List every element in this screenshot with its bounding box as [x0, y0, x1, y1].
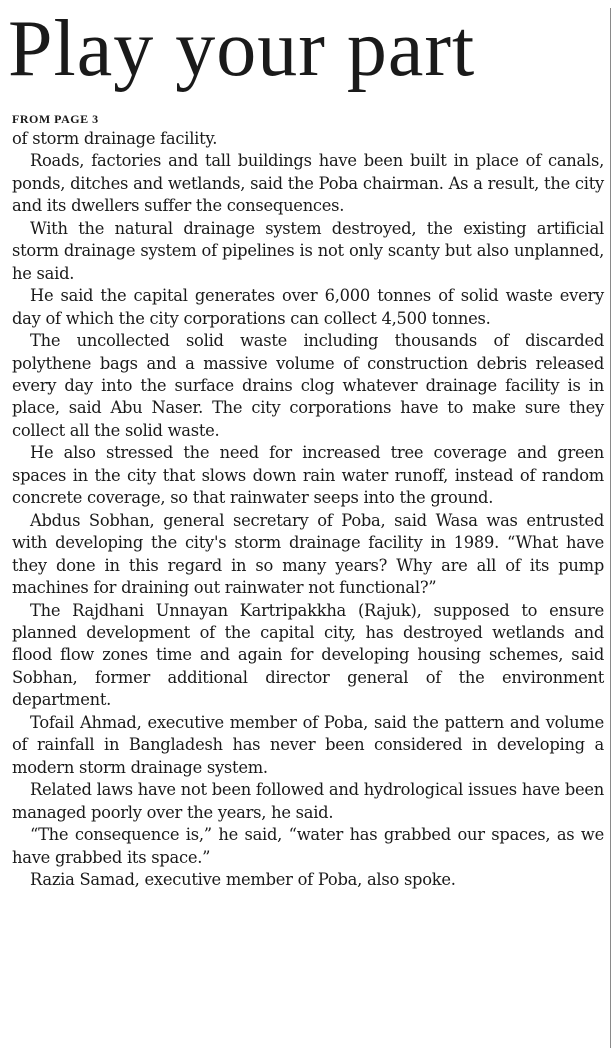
paragraph: “The consequence is,” he said, “water has grabbed our spaces, as we have grabbed its space.” [12, 825, 604, 867]
column-rule [610, 8, 611, 1048]
paragraph-continuation: of storm drainage facility. [12, 129, 218, 148]
paragraph: Related laws have not been followed and hydrological issues have been managed poorly over the years, he said. [12, 780, 604, 822]
paragraph: Roads, factories and tall buildings have been built in place of canals, ponds, ditches and wetlands, said the Poba chairman. As a result, the city and its dwellers suffer the consequences. [12, 151, 604, 216]
paragraph: With the natural drainage system destroyed, the existing artificial storm drainage system of pipelines is not only scanty but also unplanned, he said. [12, 218, 604, 283]
paragraph: The Rajdhani Unnayan Kartripakkha (Rajuk), supposed to ensure planned development of the capital city, has destroyed wetlands and flood flow zones time and again for developing housing schemes, said Sobhan, former additional director general of the environment department. [12, 600, 604, 710]
paragraph: Razia Samad, executive member of Poba, also spoke. [30, 869, 456, 889]
paragraph: Abdus Sobhan, general secretary of Poba, said Wasa was entrusted with developing the city's storm drainage facility in 1989. “What have they done in this regard in so many years? Why are all of its pump machines for draining out rainwater not functional?” [12, 510, 604, 598]
paragraph: Tofail Ahmad, executive member of Poba, said the pattern and volume of rainfall in Bangladesh has never been considered in developing a modern storm drainage system. [12, 712, 604, 777]
paragraph: He also stressed the need for increased tree coverage and green spaces in the city that slows down rain water runoff, instead of random concrete coverage, so that rainwater seeps into the ground. [12, 443, 604, 508]
headline: Play your part [8, 5, 476, 93]
jump-line: FROM PAGE 3 [12, 112, 99, 126]
article-body [12, 128, 604, 891]
paragraph: The uncollected solid waste including thousands of discarded polythene bags and a massive volume of construction debris released every day into the surface drains clog whatever drainage facility is in place, said Abu Naser. The city corporations have to make sure they collect all the solid waste. [12, 331, 604, 440]
paragraph: He said the capital generates over 6,000 tonnes of solid waste every day of which the city corporations can collect 4,500 tonnes. [12, 286, 604, 328]
